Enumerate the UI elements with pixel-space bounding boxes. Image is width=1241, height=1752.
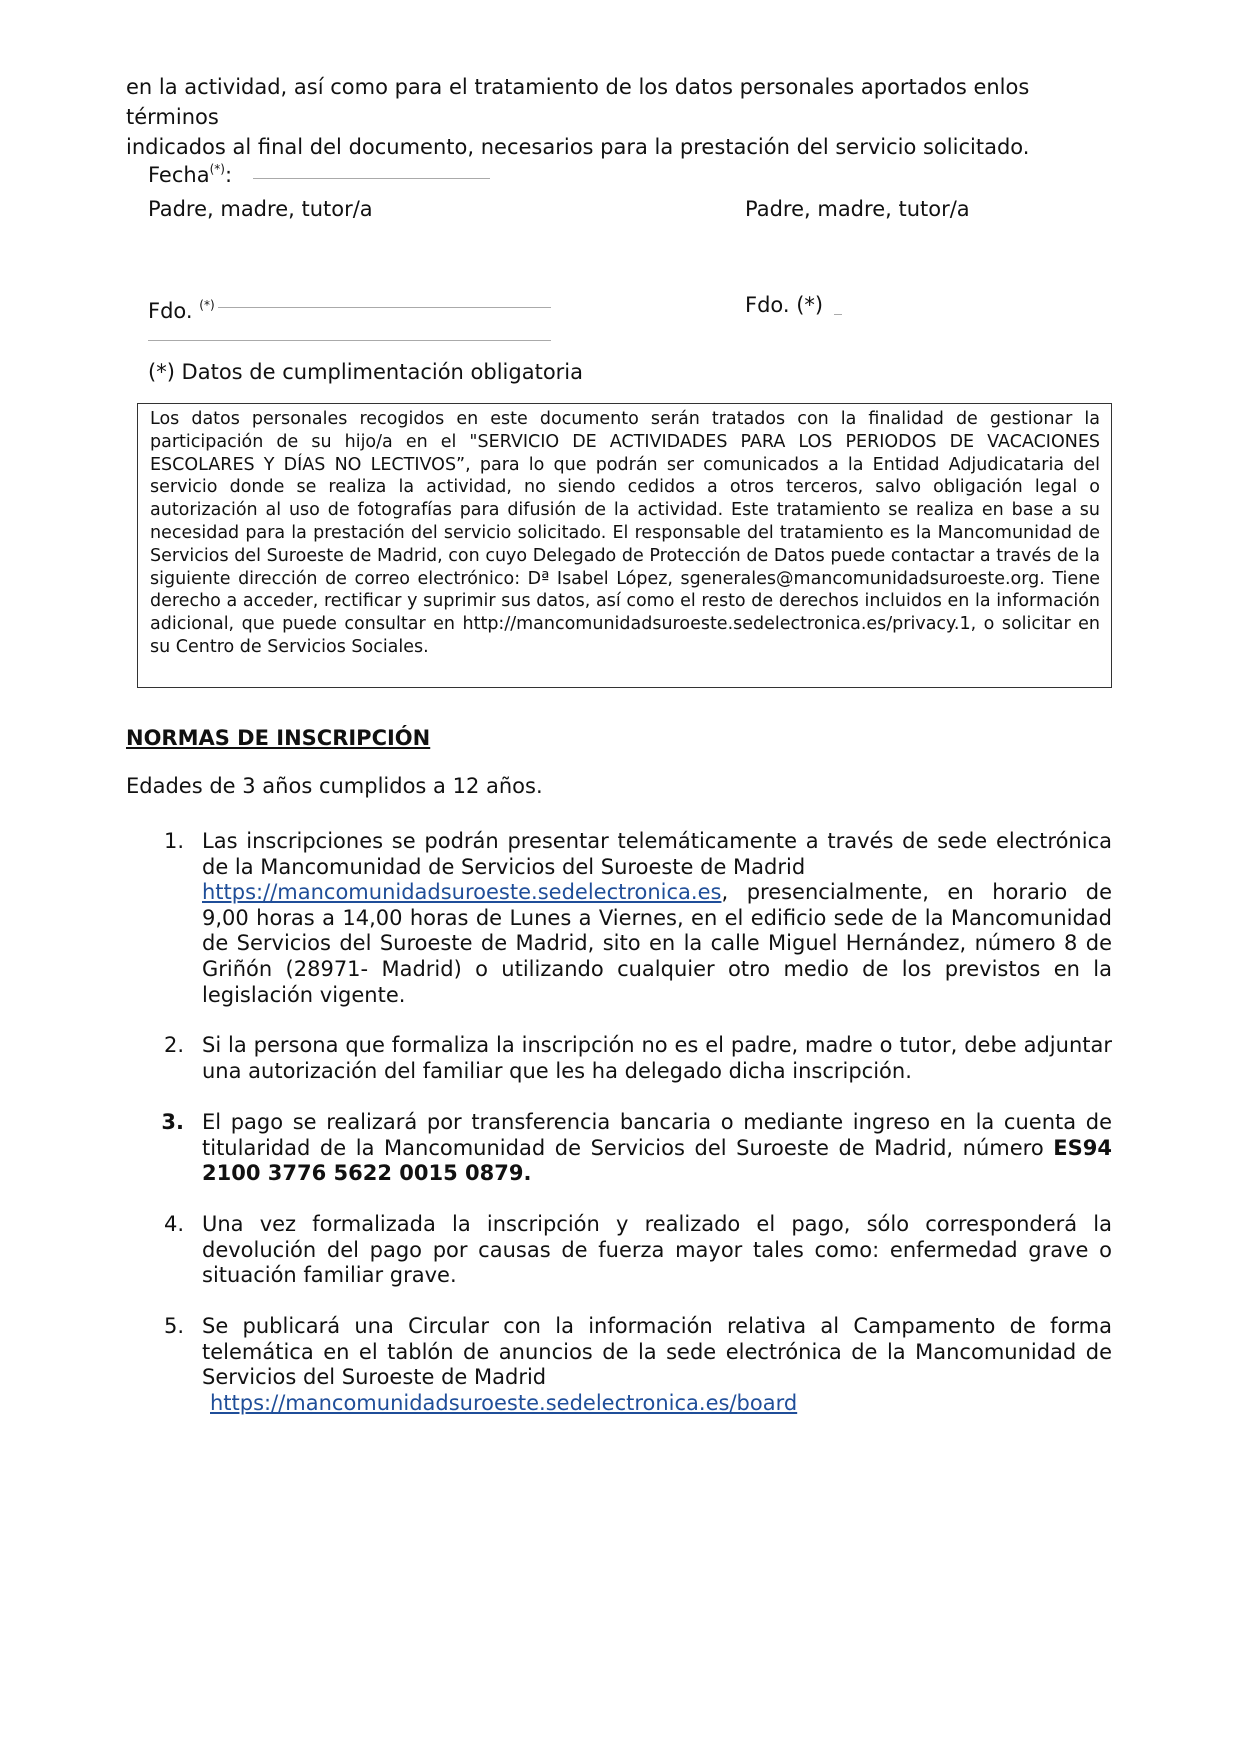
list-item-number: 5. xyxy=(163,1314,184,1338)
privacy-notice-text: Los datos personales recogidos en este documento serán tratados con la finalidad de gestionar la participación de su hijo/a en el "SERVICIO DE ACTIVIDADES PARA LOS PERIODOS DE VACACIONES ESCOLARES Y DÍAS NO LECTIVOS”, para lo que podrán ser comunicados a la Entidad Adjudicataria del servicio donde se realiza la actividad, no siendo cedidos a otros terceros, salvo obligación legal o autorización al uso de fotografías para difusión de la actividad. Este tratamiento se realiza en base a su necesidad para la prestación del servicio solicitado. El responsable del tratamiento es la Mancomunidad de Servicios del Suroeste de Madrid, con cuyo Delegado de Protección de Datos puede contactar a través de la siguiente dirección de correo electrónico: Dª Isabel López, sgenerales@mancomunidadsuroeste.org. Tiene derecho a acceder, rectificar y suprimir sus datos, así como el resto de derechos incluidos en la información adicional, que puede consultar en http://mancomunidadsuroeste.sedelectronica.es/privacy.1, o solicitar en su Centro de Servicios Sociales. xyxy=(150,409,1100,657)
list-item-text: El pago se realizará por transferencia bancaria o mediante ingreso en la cuenta de titularidad de la Mancomunidad de Servicios del Suroeste de Madrid, número xyxy=(202,1110,1112,1160)
signature-left xyxy=(148,290,215,326)
section-title: NORMAS DE INSCRIPCIÓN xyxy=(126,726,431,750)
list-item-number: 4. xyxy=(163,1212,184,1236)
list-item-2 xyxy=(160,1033,1112,1084)
date-colon: : xyxy=(224,163,233,187)
list-item-3 xyxy=(160,1110,1112,1187)
sede-electronica-link[interactable]: https://mancomunidadsuroeste.sedelectronica.es xyxy=(202,880,722,905)
date-input-line[interactable] xyxy=(253,178,490,179)
list-item-text-continued: , presencialmente, en horario de 9,00 horas a 14,00 horas de Lunes a Viernes, en el edificio sede de la Mancomunidad de Servicios del Suroeste de Madrid, sito en la calle Miguel Hernández, número 8 de Griñón (28971- Madrid) o utilizando cualquier otro medio de los previstos en la legislación vigente. xyxy=(202,880,1112,1007)
list-item-5 xyxy=(160,1314,1112,1416)
guardian-label-right: Padre, madre, tutor/a xyxy=(745,197,970,221)
signature-right-line[interactable] xyxy=(834,314,842,315)
list-item-text: Si la persona que formaliza la inscripción no es el padre, madre o tutor, debe adjuntar una autorización del familiar que les ha delegado dicha inscripción. xyxy=(202,1033,1112,1083)
intro-paragraph xyxy=(126,72,1126,162)
date-field xyxy=(148,154,232,190)
signature-left-label: Fdo. xyxy=(148,299,193,323)
list-item-1 xyxy=(160,829,1112,1008)
list-item-number: 2. xyxy=(163,1033,184,1057)
ages-text: Edades de 3 años cumplidos a 12 años. xyxy=(126,774,543,798)
list-item-text: Una vez formalizada la inscripción y realizado el pago, sólo corresponderá la devolución del pago por causas de fuerza mayor tales como: enfermedad grave o situación familiar grave. xyxy=(202,1212,1112,1288)
date-label: Fecha xyxy=(148,163,210,187)
signature-left-line-2[interactable] xyxy=(148,340,551,341)
signature-left-line-1[interactable] xyxy=(218,307,551,308)
privacy-notice-box xyxy=(137,403,1112,688)
intro-line-1: en la actividad, así como para el tratamiento de los datos personales aportados enlos términos xyxy=(126,75,1030,129)
board-link[interactable]: https://mancomunidadsuroeste.sedelectronica.es/board xyxy=(210,1390,798,1415)
list-item-number: 3. xyxy=(161,1110,184,1134)
list-item-number: 1. xyxy=(163,829,184,853)
intro-line-2: indicados al final del documento, necesarios para la prestación del servicio solicitado. xyxy=(126,135,1030,159)
bank-account-number: ES94 2100 3776 5622 0015 0879. xyxy=(202,1135,1112,1186)
list-item-text: Las inscripciones se podrán presentar telemáticamente a través de sede electrónica de la Mancomunidad de Servicios del Suroeste de Madrid xyxy=(202,829,1112,879)
signature-right-label: Fdo. (*) xyxy=(745,293,824,317)
required-fields-note: (*) Datos de cumplimentación obligatoria xyxy=(148,360,584,384)
list-item-4 xyxy=(160,1212,1112,1289)
list-item-text: Se publicará una Circular con la información relativa al Campamento de forma telemática en el tablón de anuncios de la sede electrónica de la Mancomunidad de Servicios del Suroeste de Madrid xyxy=(202,1314,1112,1390)
guardian-label-left: Padre, madre, tutor/a xyxy=(148,197,373,221)
signature-left-required-mark: (*) xyxy=(199,298,215,312)
date-required-mark: (*) xyxy=(209,162,225,176)
